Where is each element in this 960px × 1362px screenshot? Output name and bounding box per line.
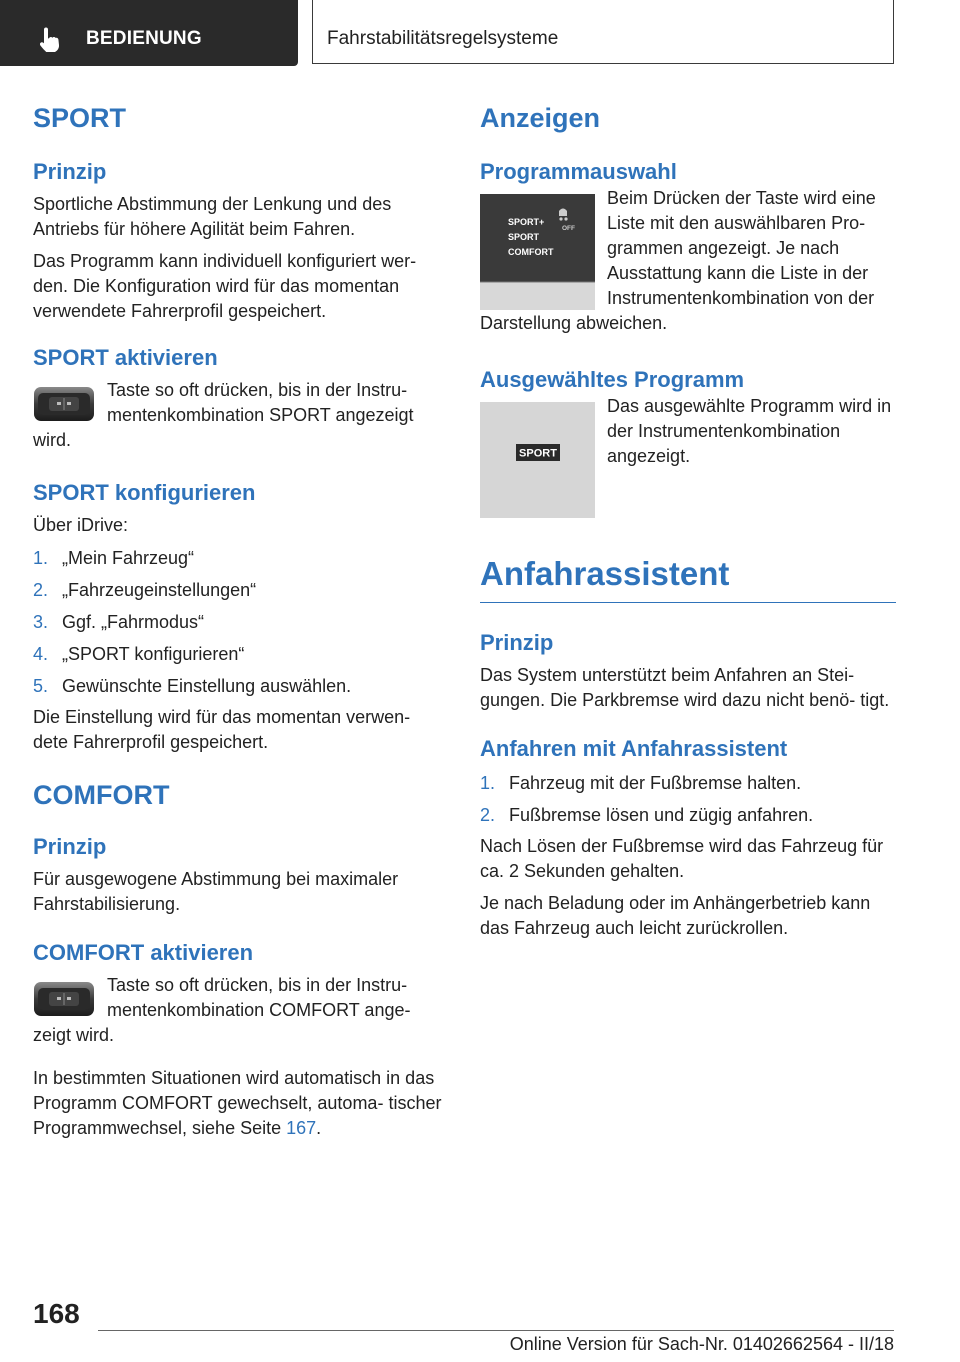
step-number: 4. (33, 644, 49, 664)
list-item (33, 610, 447, 635)
step-number: 2. (480, 805, 496, 825)
chapter-heading-box (312, 0, 894, 64)
step-number: 1. (33, 548, 49, 568)
paragraph: Das Programm kann individuell konfiguriert wer‐ den. Die Konfiguration wird für das momentan verwendete Fahrerprofil gespeichert. (33, 251, 417, 321)
right-column (480, 96, 896, 941)
programmauswahl-heading: Programmauswahl (480, 159, 677, 184)
step-number: 2. (33, 580, 49, 600)
step-number: 1. (480, 773, 496, 793)
paragraph: Über iDrive: (33, 515, 129, 535)
display-item-sport: SPORT (508, 232, 540, 242)
paragraph: Sportliche Abstimmung der Lenkung und des Antriebs für höhere Agilität beim Fahren. (33, 194, 392, 239)
left-column (33, 96, 447, 1141)
step-number: 3. (33, 612, 49, 632)
hand-pointer-icon (38, 26, 64, 54)
anzeigen-heading: Anzeigen (480, 103, 601, 133)
display-off-label: OFF (562, 225, 575, 232)
list-item (33, 674, 447, 699)
paragraph-text: In bestimmten Situationen wird automatisch in das Programm COMFORT gewechselt, automa‐ tischer Programmwechsel, siehe Seite (33, 1068, 442, 1138)
page-link[interactable]: 167 (286, 1118, 317, 1138)
steps-list (33, 546, 447, 699)
display-item-sport-plus: SPORT+ (508, 217, 545, 227)
anfahrassistent-heading: Anfahrassistent (480, 554, 896, 603)
list-item (33, 642, 447, 667)
section-tab[interactable] (0, 0, 298, 66)
instruction-block (480, 186, 896, 336)
paragraph (33, 1066, 447, 1141)
comfort-aktivieren-heading: COMFORT aktivieren (33, 940, 254, 965)
list-item (33, 578, 447, 603)
page-number: 168 (33, 1298, 80, 1329)
selected-program-display-image (480, 402, 595, 518)
step-text: Fahrzeug mit der Fußbremse halten. (509, 773, 802, 793)
instruction-block (33, 378, 447, 453)
display-item-comfort: COMFORT (508, 247, 554, 257)
anfahren-heading: Anfahren mit Anfahrassistent (480, 736, 788, 761)
program-list-display-image (480, 194, 595, 310)
sport-heading: SPORT (33, 103, 127, 133)
paragraph: Nach Lösen der Fußbremse wird das Fahrzeug für ca. 2 Sekunden gehalten. (480, 836, 884, 881)
steps-list (480, 771, 896, 828)
sport-badge: SPORT (519, 447, 557, 460)
step-number: 5. (33, 676, 49, 696)
instruction-text: Das ausgewählte Programm wird in der Instrumentenkombination angezeigt. (607, 396, 892, 466)
sport-konfigurieren-heading: SPORT konfigurieren (33, 480, 256, 505)
step-text: „Mein Fahrzeug“ (62, 548, 195, 568)
ausgewaehltes-programm-heading: Ausgewähltes Programm (480, 367, 745, 392)
footer-divider (98, 1330, 894, 1331)
step-text: Fußbremse lösen und zügig anfahren. (509, 805, 814, 825)
sport-aktivieren-heading: SPORT aktivieren (33, 345, 218, 370)
prinzip-heading: Prinzip (480, 630, 554, 655)
instruction-text: Taste so oft drücken, bis in der Instru‐ mentenkombination SPORT angezeigt wird. (33, 380, 414, 450)
comfort-heading: COMFORT (33, 780, 170, 810)
step-text: Gewünschte Einstellung auswählen. (62, 676, 352, 696)
mode-button-image (33, 978, 95, 1022)
list-item (480, 771, 896, 796)
section-tab-label: BEDIENUNG (86, 28, 202, 49)
footer-version-text: Online Version für Sach-Nr. 01402662564 - II/18 (509, 1334, 894, 1354)
mode-button-image (33, 383, 95, 427)
paragraph: Die Einstellung wird für das momentan verwen‐ dete Fahrerprofil gespeichert. (33, 707, 411, 752)
instruction-text: Beim Drücken der Taste wird eine Liste mit den auswählbaren Pro‐ grammen angezeigt. Je nach Ausstattung kann die Liste in der Instrumentenkombination von der Darstellung abweichen. (480, 188, 876, 333)
chapter-title: Fahrstabilitätsregelsysteme (327, 28, 559, 49)
instruction-text: Taste so oft drücken, bis in der Instru‐ mentenkombination COMFORT ange‐ zeigt wird. (33, 975, 411, 1045)
prinzip-heading: Prinzip (33, 159, 107, 184)
prinzip-heading: Prinzip (33, 834, 107, 859)
list-item (480, 803, 896, 828)
instruction-block (33, 973, 447, 1048)
step-text: Ggf. „Fahrmodus“ (62, 612, 205, 632)
instruction-block (480, 394, 896, 518)
step-text: „Fahrzeugeinstellungen“ (62, 580, 257, 600)
paragraph: Das System unterstützt beim Anfahren an Stei‐ gungen. Die Parkbremse wird dazu nicht benö‐ tigt. (480, 665, 890, 710)
step-text: „SPORT konfigurieren“ (62, 644, 245, 664)
paragraph: Je nach Beladung oder im Anhängerbetrieb kann das Fahrzeug auch leicht zurückrollen. (480, 893, 871, 938)
page-header (0, 0, 960, 66)
list-item (33, 546, 447, 571)
paragraph-text: . (316, 1118, 322, 1138)
paragraph: Für ausgewogene Abstimmung bei maximaler Fahrstabilisierung. (33, 869, 399, 914)
